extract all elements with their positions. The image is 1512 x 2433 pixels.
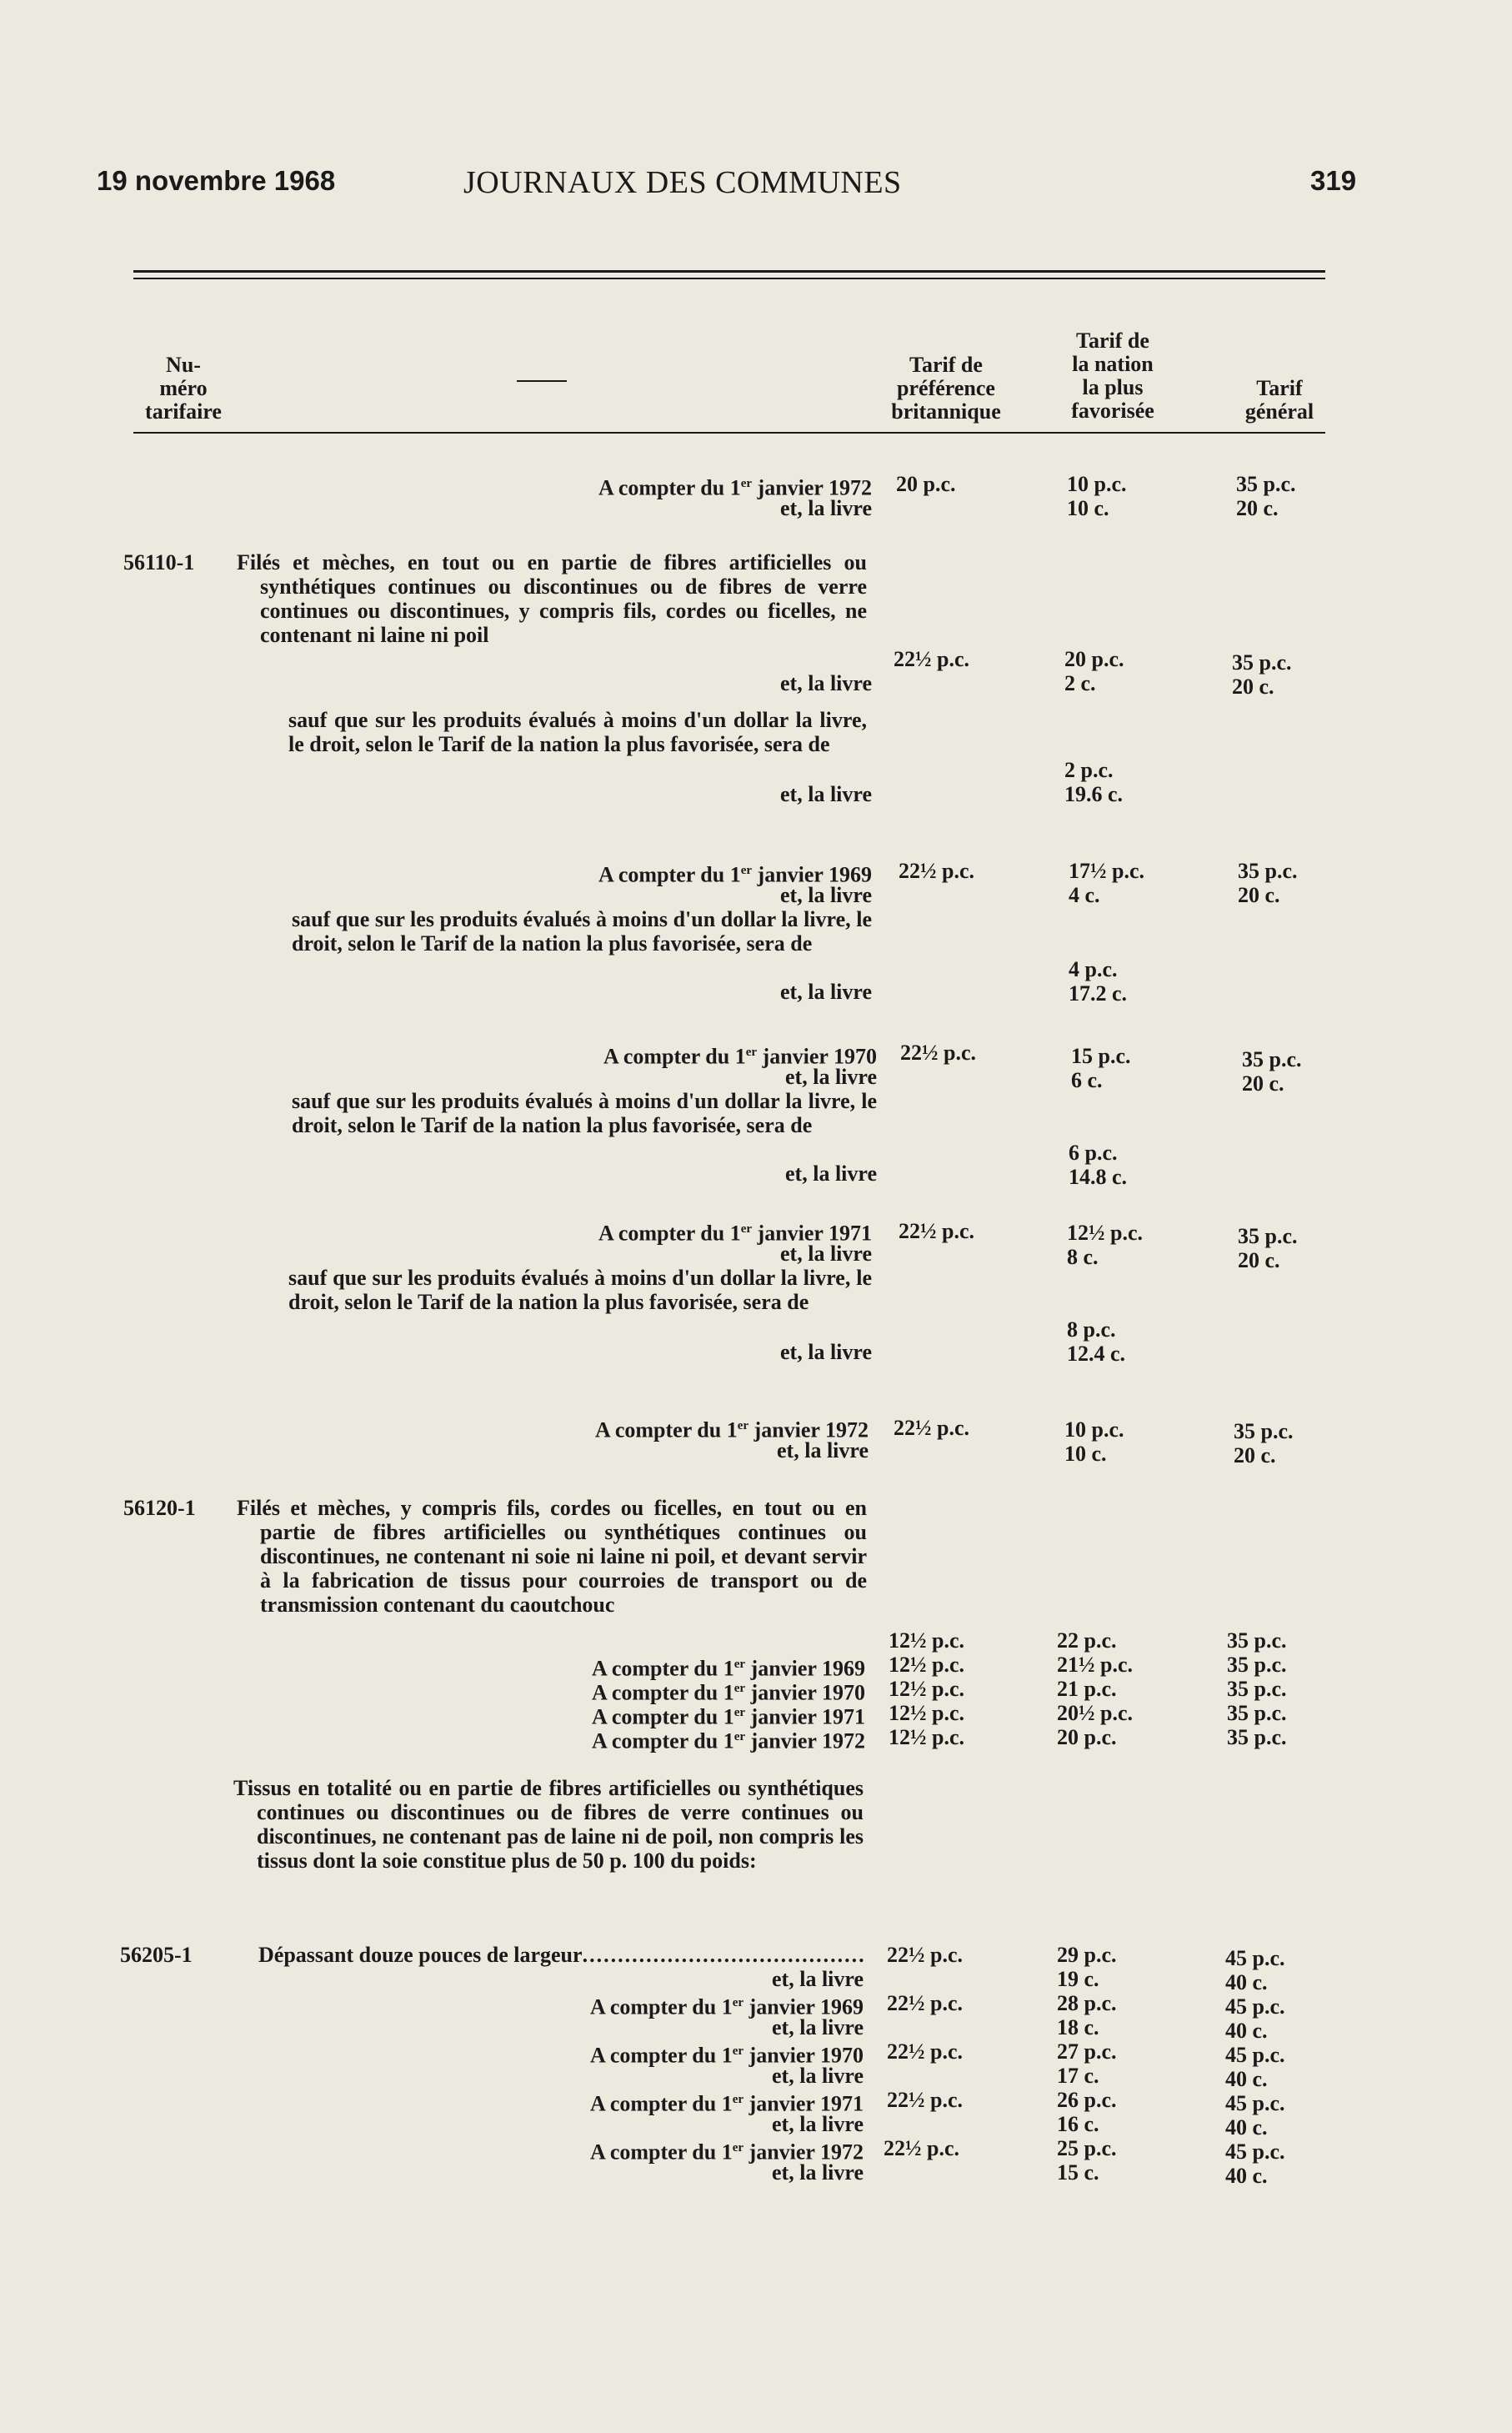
bp-value: 22½ p.c.	[900, 1041, 976, 1065]
ordinal-suffix: er	[740, 864, 753, 877]
col-head-num-line: méro	[159, 376, 208, 400]
col-head-gen-line: Tarif	[1256, 376, 1303, 400]
ordinal-suffix: er	[732, 1996, 744, 2009]
schedule-line: A compter du 1er janvier 1969	[590, 1994, 864, 2019]
nf-value: 8 c.	[1067, 1245, 1099, 1269]
bp-value: 22½ p.c.	[887, 2039, 963, 2064]
nf-value: 10 c.	[1067, 496, 1109, 520]
nf-value: 19 c.	[1057, 1967, 1099, 1991]
bp-value: 12½ p.c.	[889, 1628, 964, 1653]
schedule-line: et, la livre	[772, 2112, 864, 2136]
gen-value: 35 p.c.	[1238, 859, 1298, 883]
sauf-clause: sauf que sur les produits évalués à moins d'un dollar la livre, le droit, selon le Tarif de la nation la plus favorisée, sera de	[292, 1089, 877, 1137]
col-head-bp-line: préférence	[897, 376, 995, 400]
block-date-line: A compter du 1er janvier 1971	[598, 1221, 872, 1246]
nf-value: 10 p.c.	[1067, 472, 1127, 496]
block-date-line: A compter du 1er janvier 1972	[598, 475, 872, 500]
block-date-line: A compter du 1er janvier 1969	[592, 1656, 865, 1681]
gen-value: 40 c.	[1225, 2115, 1268, 2140]
nf-value: 15 c.	[1057, 2160, 1099, 2185]
ordinal-suffix: er	[732, 2044, 744, 2058]
nf-value: 22 p.c.	[1057, 1628, 1117, 1653]
nf-value: 14.8 c.	[1069, 1165, 1128, 1189]
ordinal-suffix: er	[737, 1419, 749, 1432]
gen-value: 35 p.c.	[1227, 1725, 1287, 1749]
gen-value: 45 p.c.	[1225, 2091, 1285, 2115]
header-dash	[517, 380, 567, 382]
gen-value: 45 p.c.	[1225, 2140, 1285, 2164]
gen-value: 40 c.	[1225, 2019, 1268, 2043]
col-head-num	[142, 354, 225, 424]
col-head-bp-line: britannique	[891, 399, 1001, 424]
ordinal-suffix: er	[733, 1730, 746, 1743]
gen-value: 35 p.c.	[1232, 650, 1292, 675]
after-line: et, la livre	[777, 1438, 869, 1462]
tissus-paragraph-text: Tissus en totalité ou en partie de fibres artificielles ou synthétiques continues ou discontinues ou de fibres de verre continues ou discontinues, ne contenant pas de laine ni de poil, non compris les tissus dont la soie constitue plus de 50 p. 100 du poids:	[233, 1776, 864, 1873]
nf-value: 2 c.	[1064, 671, 1096, 695]
bp-value: 12½ p.c.	[889, 1653, 964, 1677]
ordinal-suffix: er	[733, 1682, 746, 1695]
bp-value: 22½ p.c.	[884, 2136, 959, 2160]
schedule-line: et, la livre	[772, 2064, 864, 2088]
nf-value: 20 p.c.	[1057, 1725, 1117, 1749]
nf-value: 12.4 c.	[1067, 1342, 1126, 1366]
gen-value: 35 p.c.	[1227, 1628, 1287, 1653]
sauf-clause: sauf que sur les produits évalués à moins d'un dollar la livre, le droit, selon le Tarif de la nation la plus favorisée, sera de	[288, 708, 867, 756]
tissus-paragraph	[233, 1776, 864, 1873]
bp-value: 22½ p.c.	[894, 1416, 969, 1440]
schedule-line: et, la livre	[772, 1967, 864, 1991]
col-head-nf	[1042, 329, 1184, 423]
tariff-number: 56120-1	[123, 1496, 196, 1520]
tariff-description-text: Filés et mèches, y compris fils, cordes ou ficelles, en tout ou en partie de fibres artificielles ou synthétiques continues ou discontinues, ne contenant ni soie ni laine ni poil, et devant servir à la fabrication de tissus pour courroies de transport ou de transmission contenant du caoutchouc	[237, 1496, 867, 1617]
nf-value: 28 p.c.	[1057, 1991, 1117, 2015]
nf-value: 6 p.c.	[1069, 1141, 1118, 1165]
gen-value: 35 p.c.	[1227, 1653, 1287, 1677]
schedule-line: et, la livre	[772, 2160, 864, 2185]
tariff-description	[237, 1496, 867, 1617]
nf-value: 17.2 c.	[1069, 981, 1128, 1006]
nf-value: 17½ p.c.	[1069, 859, 1144, 883]
sauf-clause: sauf que sur les produits évalués à moins d'un dollar la livre, le droit, selon le Tarif de la nation la plus favorisée, sera de	[288, 1266, 872, 1314]
ordinal-suffix: er	[745, 1046, 758, 1059]
gen-value: 45 p.c.	[1225, 1946, 1285, 1970]
after-line: et, la livre	[780, 883, 872, 907]
col-head-nf-line: favorisée	[1071, 399, 1154, 423]
gen-value: 35 p.c.	[1234, 1419, 1294, 1443]
ordinal-suffix: er	[740, 477, 753, 490]
schedule-line: A compter du 1er janvier 1972	[590, 2140, 864, 2165]
ordinal-suffix: er	[740, 1222, 753, 1236]
bp-value: 12½ p.c.	[889, 1701, 964, 1725]
tariff-description	[237, 550, 867, 647]
gen-value: 20 c.	[1236, 496, 1279, 520]
ordinal-suffix: er	[732, 2093, 744, 2106]
bp-value: 22½ p.c.	[887, 1991, 963, 2015]
schedule-line: A compter du 1er janvier 1970	[590, 2043, 864, 2068]
bp-value: 22½ p.c.	[899, 859, 974, 883]
block-date-line: A compter du 1er janvier 1969	[598, 862, 872, 887]
nf-value: 10 c.	[1064, 1442, 1107, 1466]
nf-value: 4 c.	[1069, 883, 1100, 907]
schedule-line: et, la livre	[772, 2015, 864, 2039]
nf-value: 15 p.c.	[1071, 1044, 1131, 1068]
col-head-nf-line: la plus	[1082, 375, 1144, 399]
nf-value: 25 p.c.	[1057, 2136, 1117, 2160]
block-date-line: A compter du 1er janvier 1970	[603, 1044, 877, 1069]
nf-value: 17 c.	[1057, 2064, 1099, 2088]
top-rule-second	[133, 278, 1325, 279]
nf-value: 20½ p.c.	[1057, 1701, 1133, 1725]
col-head-nf-line: Tarif de	[1076, 329, 1149, 353]
col-head-gen	[1225, 377, 1334, 424]
nf-value: 8 p.c.	[1067, 1317, 1116, 1342]
sauf-after: et, la livre	[785, 1161, 877, 1186]
ordinal-suffix: er	[733, 1706, 746, 1719]
sauf-clause: sauf que sur les produits évalués à moins d'un dollar la livre, le droit, selon le Tarif de la nation la plus favorisée, sera de	[292, 907, 872, 956]
header-title: JOURNAUX DES COMMUNES	[463, 165, 902, 200]
nf-value: 29 p.c.	[1057, 1943, 1117, 1967]
after-line: et, la livre	[780, 1242, 872, 1266]
gen-value: 35 p.c.	[1236, 472, 1296, 496]
nf-value: 6 c.	[1071, 1068, 1103, 1092]
nf-value: 26 p.c.	[1057, 2088, 1117, 2112]
nf-value: 20 p.c.	[1064, 647, 1124, 671]
tariff-description	[258, 1943, 864, 1967]
nf-value: 12½ p.c.	[1067, 1221, 1143, 1245]
gen-value: 40 c.	[1225, 2164, 1268, 2188]
col-head-bp-line: Tarif de	[909, 353, 983, 377]
gen-value: 45 p.c.	[1225, 2043, 1285, 2067]
gen-value: 20 c.	[1232, 675, 1274, 699]
tariff-description-text: Dépassant douze pouces de largeur	[258, 1943, 583, 1967]
gen-value: 35 p.c.	[1227, 1701, 1287, 1725]
header-rule	[133, 432, 1325, 434]
leader-dots	[583, 1943, 864, 1967]
gen-value: 35 p.c.	[1227, 1677, 1287, 1701]
col-head-bp	[867, 354, 1025, 424]
bp-value: 22½ p.c.	[887, 2088, 963, 2112]
block-date-line: A compter du 1er janvier 1970	[592, 1680, 865, 1705]
col-head-nf-line: la nation	[1072, 352, 1154, 376]
ordinal-suffix: er	[733, 1658, 746, 1671]
bp-value: 22½ p.c.	[899, 1219, 974, 1243]
gen-value: 35 p.c.	[1238, 1224, 1298, 1248]
gen-value: 20 c.	[1238, 1248, 1280, 1272]
nf-value: 18 c.	[1057, 2015, 1099, 2039]
col-head-num-line: tarifaire	[145, 399, 222, 424]
header-date: 19 novembre 1968	[97, 165, 336, 196]
bp-value: 20 p.c.	[896, 472, 956, 496]
ordinal-suffix: er	[732, 2141, 744, 2155]
nf-value: 19.6 c.	[1064, 782, 1124, 806]
tariff-number: 56110-1	[123, 550, 195, 574]
after-line: et, la livre	[785, 1065, 877, 1089]
tariff-description-text: Filés et mèches, en tout ou en partie de fibres artificielles ou synthétiques continues ou discontinues ou de fibres de verre continues ou discontinues, y compris fils, cordes ou ficelles, ne contenant ni laine ni poil	[237, 550, 867, 647]
gen-value: 45 p.c.	[1225, 1994, 1285, 2019]
gen-value: 20 c.	[1242, 1071, 1284, 1096]
bp-value: 22½ p.c.	[894, 647, 969, 671]
sauf-after: et, la livre	[780, 980, 872, 1004]
page-number: 319	[1310, 165, 1357, 196]
bp-value: 12½ p.c.	[889, 1677, 964, 1701]
nf-value: 16 c.	[1057, 2112, 1099, 2136]
nf-value: 27 p.c.	[1057, 2039, 1117, 2064]
nf-value: 21½ p.c.	[1057, 1653, 1133, 1677]
gen-value: 35 p.c.	[1242, 1047, 1302, 1071]
nf-value: 21 p.c.	[1057, 1677, 1117, 1701]
block-date-line: et, la livre	[780, 496, 872, 520]
tariff-number: 56205-1	[120, 1943, 193, 1967]
block-date-line: A compter du 1er janvier 1972	[592, 1728, 865, 1753]
bp-value: 22½ p.c.	[887, 1943, 963, 1967]
gen-value: 20 c.	[1238, 883, 1280, 907]
gen-value: 40 c.	[1225, 1970, 1268, 1994]
gen-value: 20 c.	[1234, 1443, 1276, 1467]
after-line: et, la livre	[780, 671, 872, 695]
gen-value: 40 c.	[1225, 2067, 1268, 2091]
col-head-num-line: Nu-	[166, 353, 201, 377]
nf-value: 10 p.c.	[1064, 1417, 1124, 1442]
schedule-line: A compter du 1er janvier 1971	[590, 2091, 864, 2116]
nf-value: 4 p.c.	[1069, 957, 1118, 981]
sauf-after: et, la livre	[780, 782, 872, 806]
col-head-gen-line: général	[1244, 399, 1314, 424]
nf-value: 2 p.c.	[1064, 758, 1114, 782]
top-rule	[133, 270, 1325, 273]
bp-value: 12½ p.c.	[889, 1725, 964, 1749]
block-date-line: A compter du 1er janvier 1971	[592, 1704, 865, 1729]
sauf-after: et, la livre	[780, 1340, 872, 1364]
block-date-line: A compter du 1er janvier 1972	[595, 1417, 869, 1442]
